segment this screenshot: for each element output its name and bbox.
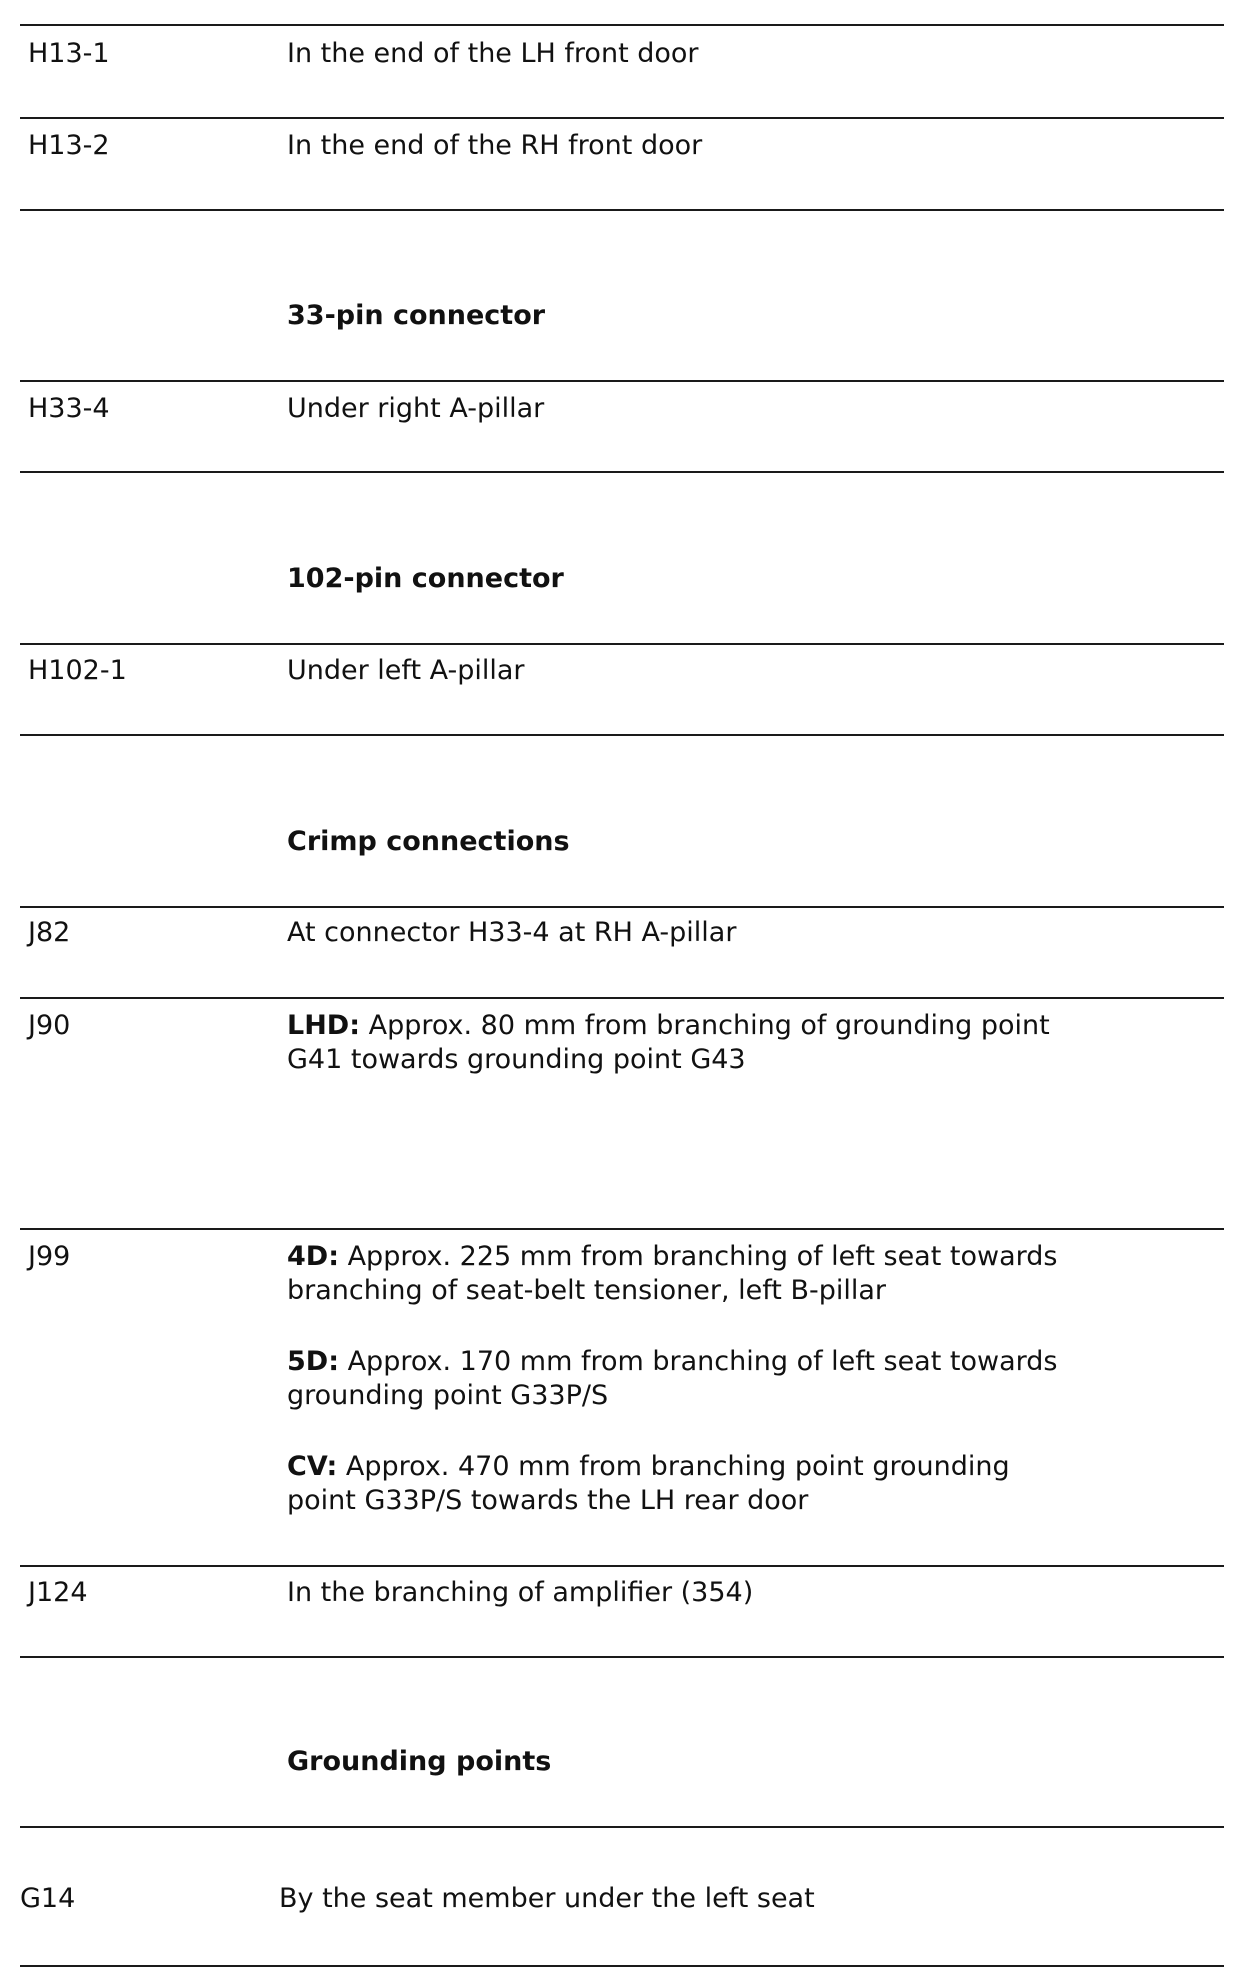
row-code: J99	[28, 1241, 71, 1272]
paragraph-line: Approx. 225 mm from branching of left seat towards	[339, 1241, 1058, 1272]
paragraph-line: G41 towards grounding point G43	[287, 1044, 746, 1075]
section-header: Grounding points	[287, 1746, 552, 1777]
divider	[20, 1228, 1224, 1230]
divider	[20, 1565, 1224, 1567]
divider	[20, 1826, 1224, 1828]
variant-label: 4D:	[287, 1241, 339, 1272]
divider	[20, 1965, 1224, 1967]
row-code: H13-1	[28, 38, 110, 69]
row-description: In the branching of amplifier (354)	[287, 1577, 754, 1608]
variant-label: 5D:	[287, 1346, 339, 1377]
row-code: J82	[28, 917, 71, 948]
paragraph-line: grounding point G33P/S	[287, 1380, 609, 1411]
paragraph-line: Approx. 170 mm from branching of left seat towards	[339, 1346, 1058, 1377]
paragraph-line: point G33P/S towards the LH rear door	[287, 1485, 809, 1516]
divider	[20, 117, 1224, 119]
divider	[20, 734, 1224, 736]
divider	[20, 471, 1224, 473]
divider	[20, 209, 1224, 211]
section-header: Crimp connections	[287, 826, 570, 857]
variant-label: LHD:	[287, 1010, 361, 1041]
row-paragraph	[287, 1345, 1057, 1413]
row-description: Under right A-pillar	[287, 393, 545, 424]
section-header: 33-pin connector	[287, 300, 546, 331]
row-description: By the seat member under the left seat	[279, 1883, 815, 1914]
row-code: H33-4	[28, 393, 110, 424]
row-paragraph	[287, 1240, 1057, 1308]
divider	[20, 24, 1224, 26]
paragraph-line: Approx. 80 mm from branching of grounding point	[360, 1010, 1050, 1041]
paragraph-line: branching of seat-belt tensioner, left B-pillar	[287, 1275, 887, 1306]
row-description: In the end of the LH front door	[287, 38, 699, 69]
section-header: 102-pin connector	[287, 563, 564, 594]
divider	[20, 380, 1224, 382]
row-code: J124	[28, 1577, 88, 1608]
row-description: In the end of the RH front door	[287, 130, 703, 161]
row-description: Under left A-pillar	[287, 655, 525, 686]
divider	[20, 997, 1224, 999]
row-paragraph	[287, 1009, 1050, 1077]
row-paragraph	[287, 1450, 1010, 1518]
row-description: At connector H33-4 at RH A-pillar	[287, 917, 737, 948]
row-code: H13-2	[28, 130, 110, 161]
divider	[20, 906, 1224, 908]
row-code: H102-1	[28, 655, 127, 686]
variant-label: CV:	[287, 1451, 338, 1482]
row-code: J90	[28, 1010, 71, 1041]
row-code: G14	[20, 1883, 76, 1914]
paragraph-line: Approx. 470 mm from branching point grounding	[337, 1451, 1010, 1482]
divider	[20, 1656, 1224, 1658]
divider	[20, 643, 1224, 645]
